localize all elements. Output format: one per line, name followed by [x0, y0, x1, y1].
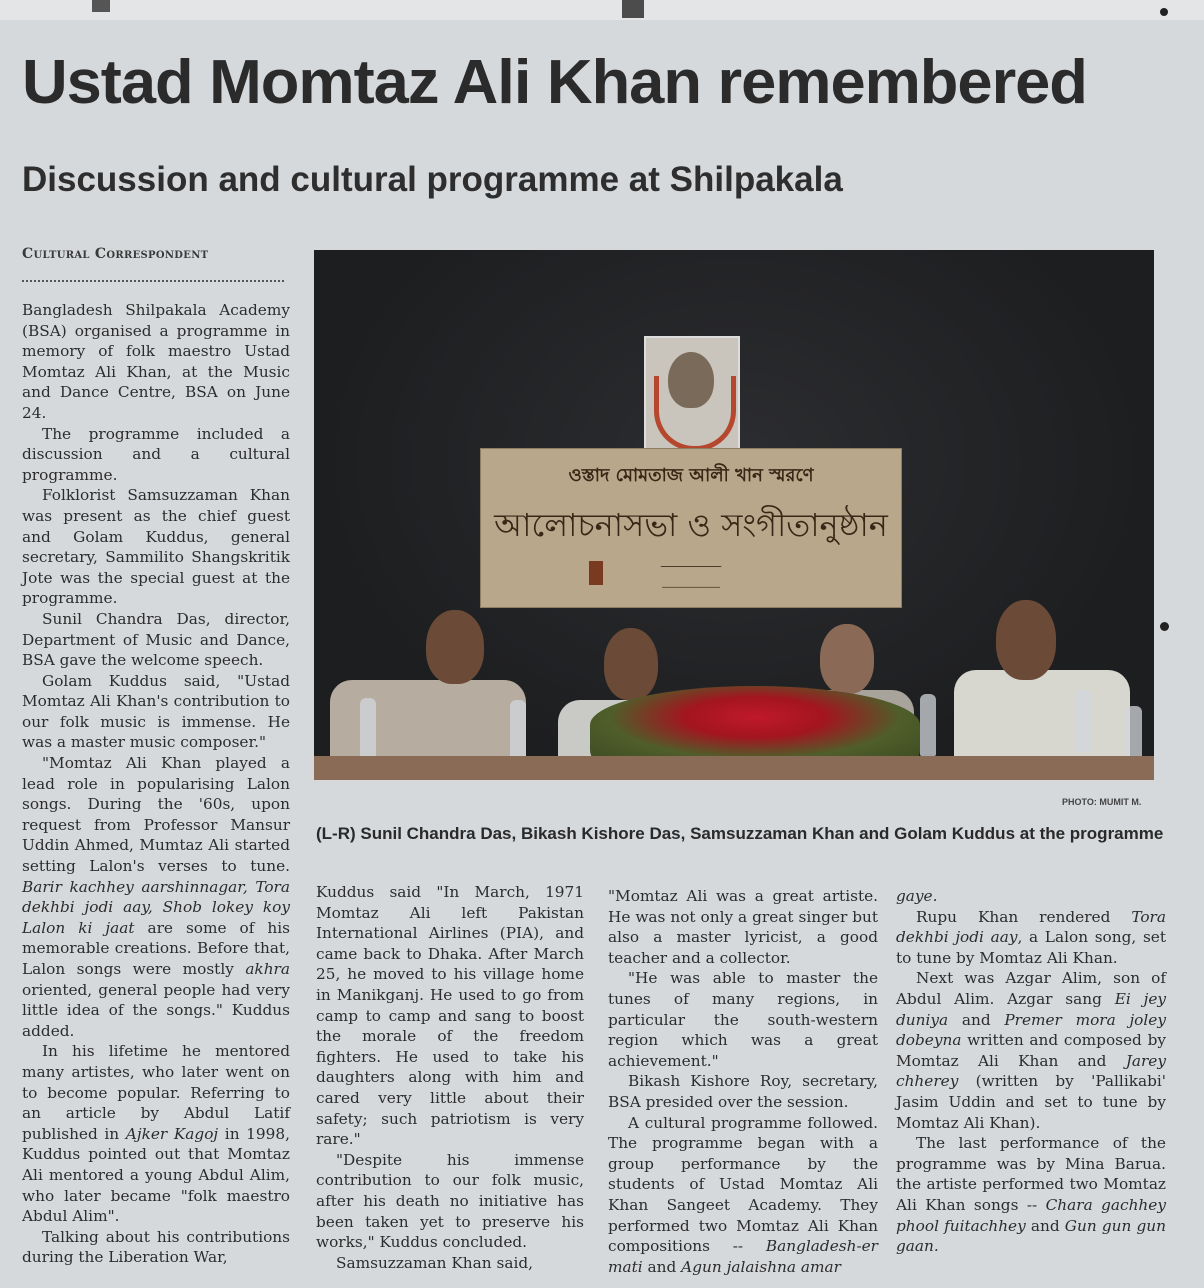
banner-title: ওস্তাদ মোমতাজ আলী খান স্মরণে: [568, 465, 814, 486]
paragraph: Folklorist Samsuzzaman Khan was present as the chief guest and Golam Kuddus, general secretary, Sammilito Shangskritik Jote was the special guest at the programme.: [22, 486, 290, 608]
paragraph: Sunil Chandra Das, director, Department of Music and Dance, BSA gave the welcome speech.: [22, 609, 290, 670]
stage-table: [314, 756, 1154, 780]
photo-credit: PHOTO: MUMIT M.: [1062, 797, 1142, 807]
article-column-2: [316, 882, 584, 1273]
paragraph: "Momtaz Ali Khan played a lead role in popularising Lalon songs. During the '60s, upon request from Professor Mansur Uddin Ahmed, Mumtaz Ali started setting Lalon's verses to tune. Barir kachhey aarshinnagar, Tora dekhbi jodi aay, Shob lokey koy Lalon ki jaat are some of his memorable creations. Before that, Lalon songs were mostly akhra oriented, general people had very little idea of the songs." Kuddus added.: [22, 754, 290, 1040]
byline: Cultural Correspondent: [22, 246, 209, 262]
photo-caption: (L-R) Sunil Chandra Das, Bikash Kishore Das, Samsuzzaman Khan and Golam Kuddus at the programme: [316, 824, 1164, 843]
banner-org: ────────────: [662, 583, 720, 592]
paragraph: Bikash Kishore Roy, secretary, BSA presided over the session.: [608, 1072, 878, 1111]
paragraph: Rupu Khan rendered Tora dekhbi jodi aay, a Lalon song, set to tune by Momtaz Ali Khan.: [896, 907, 1166, 967]
headline: Ustad Momtaz Ali Khan remembered: [22, 48, 1087, 117]
pin-dot: [1160, 622, 1169, 631]
paragraph: In his lifetime he mentored many artistes, who later went on to become popular. Referring to an article by Abdul Latif published in Ajker Kagoj in 1998, Kuddus pointed out that Momtaz Ali mentored a young Abdul Alim, who later became "folk maestro Abdul Alim".: [22, 1042, 290, 1226]
person-head: [426, 610, 484, 684]
banner-date: ──────────: [660, 562, 722, 573]
person-body: [954, 670, 1130, 770]
paragraph: Kuddus said "In March, 1971 Momtaz Ali left Pakistan International Airlines (PIA), and came back to Dhaka. After March 25, he moved to his village home in Manikganj. He used to go from camp to camp and sang to boost the morale of the freedom fighters. He used to take his daughters along with him and cared very little about their safety; such patriotism is very rare.": [316, 883, 584, 1149]
subheadline: Discussion and cultural programme at Shilpakala: [22, 160, 843, 199]
paragraph: "Despite his immense contribution to our folk music, after his death no initiative has been taken yet to preserve his works," Kuddus concluded.: [316, 1150, 584, 1252]
paragraph: gaye.: [896, 887, 938, 905]
article-column-4: [896, 886, 1166, 1257]
top-mark: [622, 0, 644, 18]
paragraph: The last performance of the programme was by Mina Barua. the artiste performed two Momtaz Ali Khan songs -- Chara gachhey phool fuitachhey and Gun gun gun gaan.: [896, 1134, 1166, 1256]
pin-dot: [1160, 8, 1168, 16]
byline-divider: [22, 280, 284, 282]
portrait-garland: [654, 376, 736, 451]
person-head: [604, 628, 658, 700]
paragraph: "He was able to master the tunes of many regions, in particular the south-western region which was a great achievement.": [608, 969, 878, 1070]
top-mark: [92, 0, 110, 12]
paragraph: A cultural programme followed. The programme began with a group performance by the students of Ustad Momtaz Ali Khan Sangeet Academy. They performed two Momtaz Ali Khan compositions -- Bangladesh-er mati and Agun jalaishna amar: [608, 1113, 878, 1276]
person-head: [820, 624, 874, 694]
event-photo: [314, 250, 1154, 780]
water-bottle: [1076, 690, 1092, 752]
article-column-1: [22, 300, 290, 1268]
stage-banner: [480, 448, 902, 608]
paragraph: Golam Kuddus said, "Ustad Momtaz Ali Khan's contribution to our folk music is immense. He was a master music composer.": [22, 671, 290, 752]
water-bottle: [360, 698, 376, 760]
banner-logo: [589, 561, 603, 585]
water-bottle: [920, 694, 936, 756]
person-head: [996, 600, 1056, 680]
paragraph: Samsuzzaman Khan said,: [336, 1253, 534, 1272]
portrait-frame: [644, 336, 740, 452]
paragraph: Talking about his contributions during the Liberation War,: [22, 1227, 290, 1267]
paragraph: "Momtaz Ali was a great artiste. He was not only a great singer but also a master lyricist, a good teacher and a collector.: [608, 887, 878, 967]
article-column-3: [608, 886, 878, 1277]
paragraph: Bangladesh Shilpakala Academy (BSA) organised a programme in memory of folk maestro Ustad Momtaz Ali Khan, at the Music and Dance Centre, BSA on June 24.: [22, 301, 290, 422]
paragraph: Next was Azgar Alim, son of Abdul Alim. Azgar sang Ei jey duniya and Premer mora joley dobeyna written and composed by Momtaz Ali Khan and Jarey chherey (written by 'Pallikabi' Jasim Uddin and set to tune by Momtaz Ali Khan).: [896, 969, 1167, 1132]
flower-bouquet: [590, 686, 920, 764]
top-strip: [0, 0, 1204, 20]
paragraph: The programme included a discussion and a cultural programme.: [22, 424, 290, 484]
water-bottle: [510, 700, 526, 762]
banner-main-text: আলোচনাসভা ও সংগীতানুষ্ঠান: [494, 506, 888, 544]
